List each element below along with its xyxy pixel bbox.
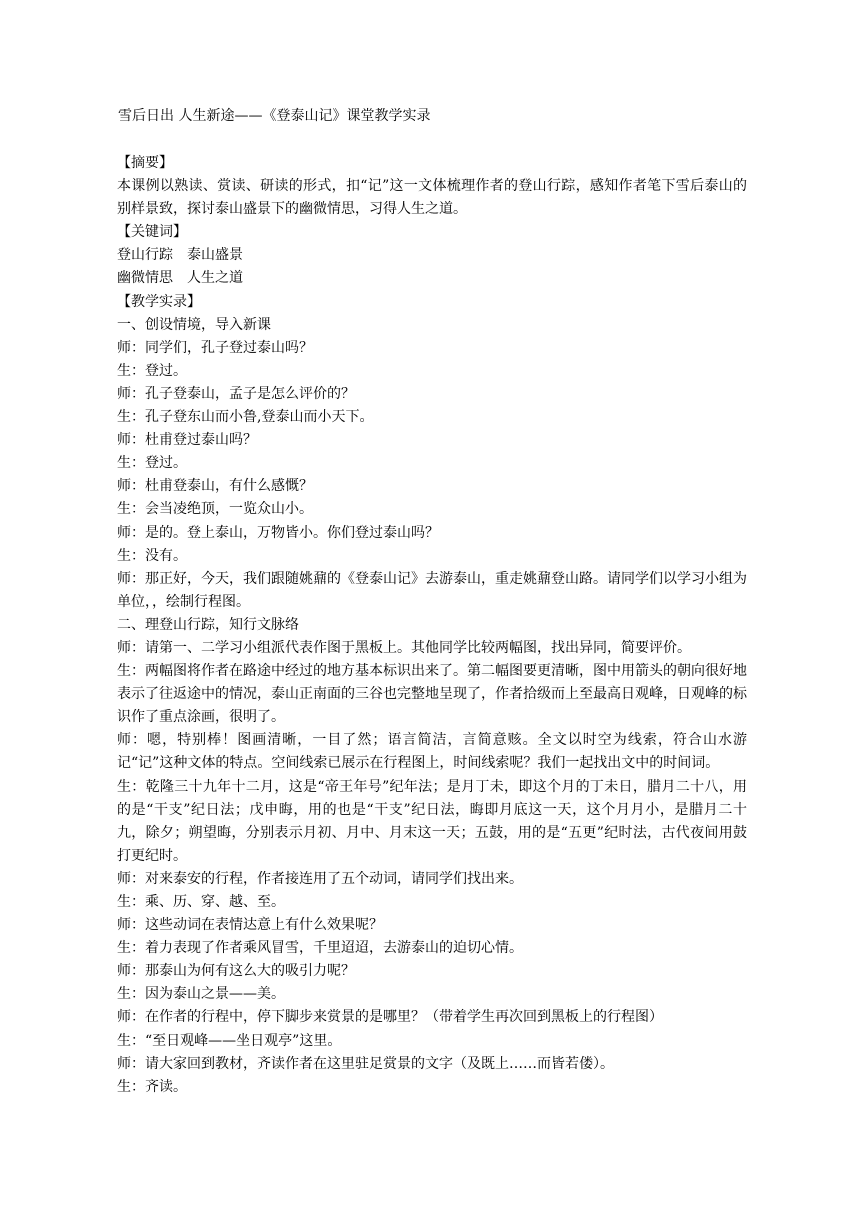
dialogue-line: 生：孔子登东山而小鲁,登泰山而小天下。 — [117, 409, 374, 426]
dialogue-line: 生：“至日观峰——坐日观亭”这里。 — [117, 1032, 342, 1049]
keywords-line: 登山行踪 泰山盛景 — [117, 247, 243, 264]
dialogue-line: 师：杜甫登泰山，有什么感慨？ — [117, 478, 313, 495]
record-heading: 【教学实录】 — [117, 293, 201, 310]
abstract-text: 本课例以熟读、赏读、研读的形式，扣“记”这一文体梳理作者的登山行踪，感知作者笔下雪后泰山的别样景致，探讨泰山盛景下的幽微情思，习得人生之道。 — [117, 178, 747, 218]
dialogue-line: 生：乾隆三十九年十二月，这是“帝王年号”纪年法；是月丁未，即这个月的丁未日，腊月二十八，用的是“干支”纪日法；戊申晦，用的也是“干支”纪日法，晦即月底这一天，这个月月小，是腊月二十九，除夕；朔望晦，分别表示月初、月中、月末这一天；五鼓，用的是“五更”纪时法，古代夜间用鼓打更纪时。 — [117, 778, 747, 864]
dialogue-line: 师：那泰山为何有这么大的吸引力呢？ — [117, 963, 355, 980]
dialogue-line: 生：因为泰山之景——美。 — [117, 986, 285, 1003]
dialogue-line: 师：请第一、二学习小组派代表作图于黑板上。其他同学比较两幅图，找出异同，简要评价。 — [117, 639, 691, 656]
dialogue-line: 生：会当凌绝顶，一览众山小。 — [117, 501, 313, 518]
section-heading: 一、创设情境，导入新课 — [117, 316, 271, 333]
blank-line — [117, 128, 747, 152]
dialogue-line: 师：请大家回到教材，齐读作者在这里驻足赏景的文字（及既上……而皆若偻）。 — [117, 1055, 614, 1072]
dialogue-line: 师：是的。登上泰山，万物皆小。你们登过泰山吗？ — [117, 524, 439, 541]
dialogue-line: 生：两幅图将作者在路途中经过的地方基本标识出来了。第二幅图要更清晰，图中用箭头的朝向很好地表示了往返途中的情况，泰山正南面的三谷也完整地呈现了，作者拾级而上至最高日观峰，日观峰的标识作了重点涂画，很明了。 — [117, 663, 747, 726]
dialogue-line: 师：孔子登泰山，孟子是怎么评价的？ — [117, 385, 355, 402]
dialogue-line: 生：登过。 — [117, 362, 187, 379]
dialogue-line: 师：杜甫登过泰山吗？ — [117, 432, 257, 449]
document-page — [117, 104, 747, 1099]
dialogue-line: 师：同学们，孔子登过泰山吗？ — [117, 339, 313, 356]
dialogue-line: 生：着力表现了作者乘风冒雪，千里迢迢，去游泰山的迫切心情。 — [117, 940, 523, 957]
dialogue-line: 师：这些动词在表情达意上有什么效果呢？ — [117, 917, 383, 934]
dialogue-line: 师：在作者的行程中，停下脚步来赏景的是哪里？（带着学生再次回到黑板上的行程图） — [117, 1009, 663, 1026]
keywords-line: 幽微情思 人生之道 — [117, 270, 243, 287]
keywords-heading: 【关键词】 — [117, 224, 187, 241]
dialogue-line: 生：齐读。 — [117, 1078, 187, 1095]
dialogue-line: 师：嗯，特别棒！图画清晰，一目了然；语言简洁，言简意赅。全文以时空为线索，符合山水游记“记”这种文体的特点。空间线索已展示在行程图上，时间线索呢？我们一起找出文中的时间词。 — [117, 732, 747, 772]
dialogue-line: 师：那正好，今天，我们跟随姚鼐的《登泰山记》去游泰山，重走姚鼐登山路。请同学们以学习小组为单位，，绘制行程图。 — [117, 570, 747, 610]
section-heading: 二、理登山行踪，知行文脉络 — [117, 616, 299, 633]
abstract-heading: 【摘要】 — [117, 155, 173, 171]
dialogue-line: 师：对来泰安的行程，作者接连用了五个动词，请同学们找出来。 — [117, 870, 523, 887]
dialogue-line: 生：登过。 — [117, 455, 187, 472]
document-title: 雪后日出 人生新途——《登泰山记》课堂教学实录 — [118, 108, 431, 124]
dialogue-line: 生：乘、历、穿、越、至。 — [117, 894, 285, 910]
dialogue-line: 生：没有。 — [117, 547, 187, 564]
